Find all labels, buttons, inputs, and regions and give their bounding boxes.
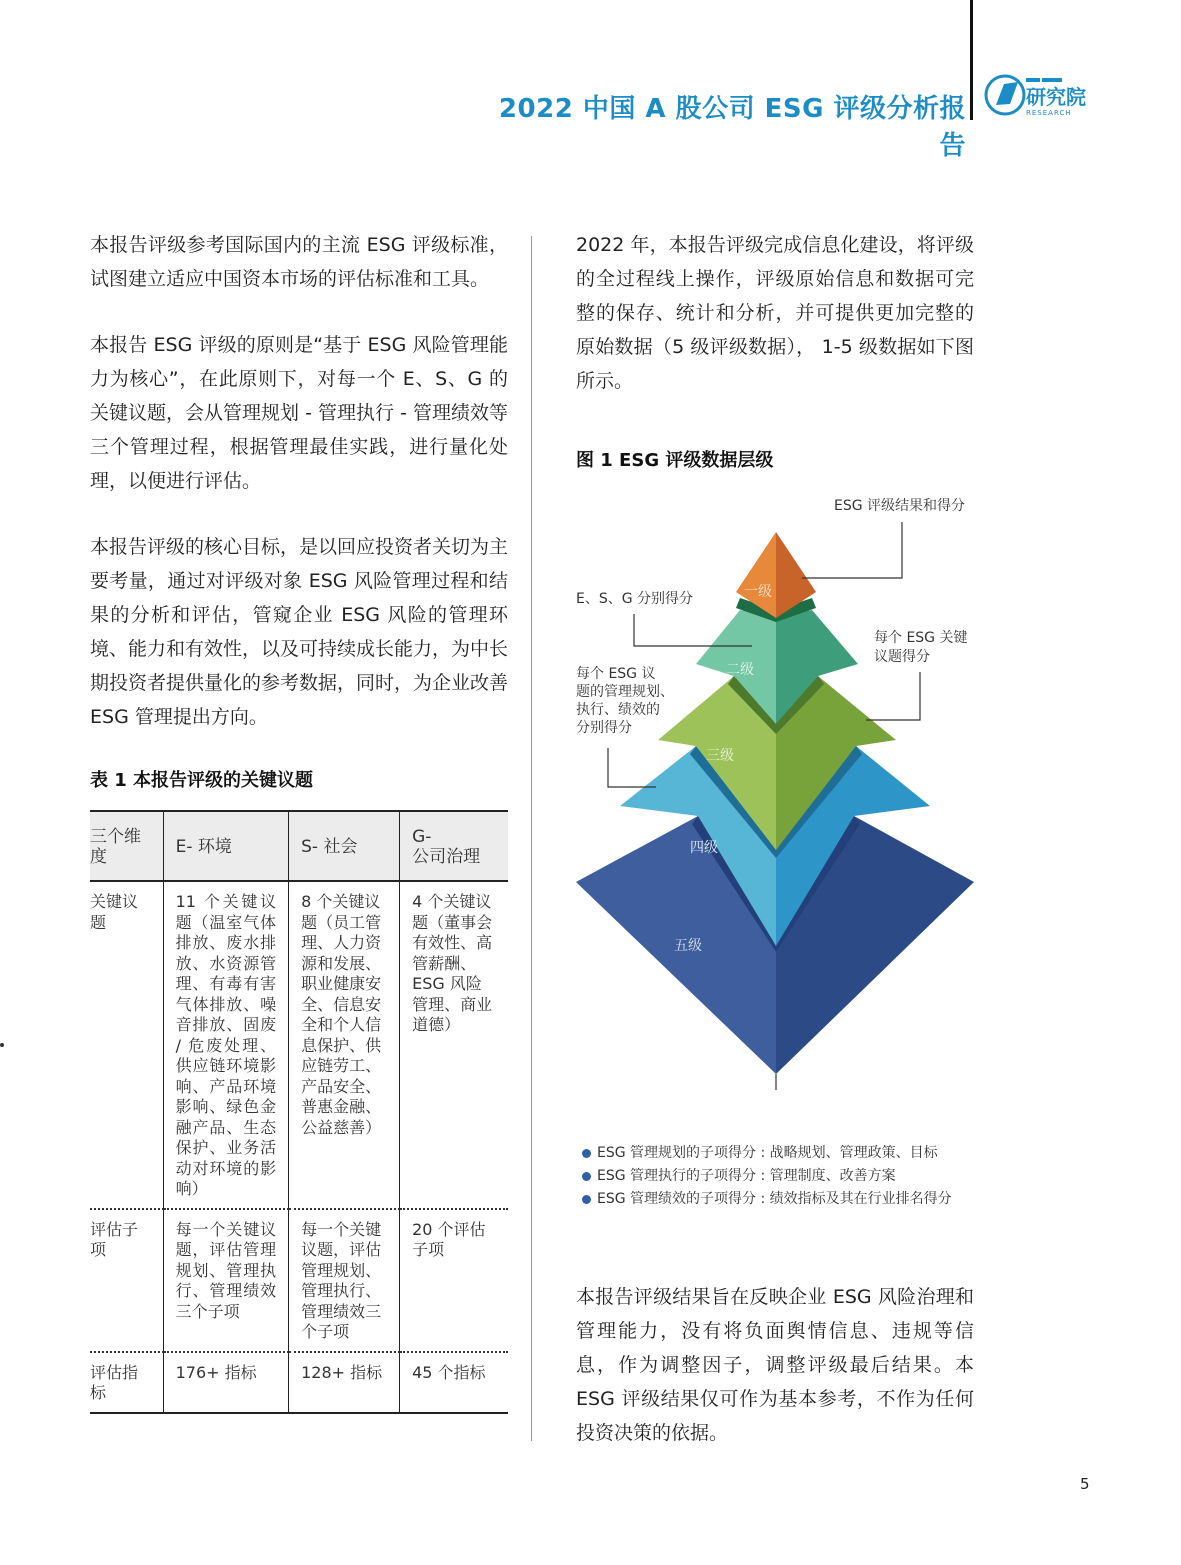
annotation-level-3-line-2: 议题得分	[874, 649, 930, 665]
table-cell: 45 个指标	[400, 1352, 508, 1413]
annotation-level-4-line-2: 题的管理规划、	[576, 684, 674, 700]
table-row	[90, 1209, 508, 1352]
bullet-dot-icon	[582, 1172, 591, 1181]
legend-text: ESG 管理规划的子项得分 : 战略规划、管理政策、目标	[597, 1145, 938, 1161]
annotation-level-4-line-3: 执行、绩效的	[576, 702, 660, 718]
table-cell: 每一个关键议题，评估管理规划、管理执行、管理绩效三个子项	[289, 1209, 400, 1352]
paragraph-3: 本报告评级的核心目标，是以回应投资者关切为主要考量，通过对评级对象 ESG 风险管理过程和结果的分析和评估，管窥企业 ESG 风险的管理环境、能力和有效性，以及可持续成长能力，为中长期投资者提供量化的参考数据，同时，为企业改善 ESG 管理提出方向。	[90, 536, 509, 728]
paragraph-2: 本报告 ESG 评级的原则是“基于 ESG 风险管理能力为核心”，在此原则下，对每一个 E、S、G 的关键议题，会从管理规划 - 管理执行 - 管理绩效等三个管理过程，根据管理最佳实践，进行量化处理，以便进行评估。	[90, 334, 508, 492]
level-5-label: 五级	[674, 938, 702, 954]
table-cell: 20 个评估子项	[400, 1209, 508, 1352]
level-3-label: 三级	[706, 748, 734, 764]
annotation-level-2: E、S、G 分别得分	[576, 591, 694, 607]
figure-legend	[582, 1144, 982, 1213]
table-cell: 128+ 指标	[289, 1352, 400, 1413]
leader-line-level-1	[802, 522, 902, 578]
edge-mark	[0, 1043, 4, 1047]
legend-item	[582, 1167, 982, 1185]
legend-item	[582, 1144, 982, 1162]
table-row	[90, 1352, 508, 1413]
table-caption: 表 1 本报告评级的关键议题	[90, 770, 314, 791]
legend-item	[582, 1190, 982, 1208]
right-column-intro	[576, 228, 974, 430]
research-logo	[984, 72, 1096, 118]
annotation-level-1: ESG 评级结果和得分	[834, 498, 966, 514]
bullet-dot-icon	[582, 1195, 591, 1204]
table-header-cell: 三个维度	[90, 811, 163, 881]
annotation-level-4-line-4: 分别得分	[576, 720, 632, 736]
figure-caption: 图 1 ESG 评级数据层级	[576, 450, 774, 471]
table-cell: 176+ 指标	[163, 1352, 289, 1413]
legend-text: ESG 管理执行的子项得分 : 管理制度、改善方案	[597, 1168, 896, 1184]
left-column	[90, 228, 508, 1414]
paragraph-1: 本报告评级参考国际国内的主流 ESG 评级标准，试图建立适应中国资本市场的评估标准和工具。	[90, 234, 508, 290]
table-cell: 评估指标	[90, 1352, 163, 1413]
legend-text: ESG 管理绩效的子项得分 : 绩效指标及其在行业排名得分	[597, 1191, 952, 1207]
level-1-label: 一级	[744, 584, 772, 600]
leader-line-level-3	[866, 672, 920, 720]
column-divider	[531, 236, 532, 1441]
table-header-cell: G- 公司治理	[400, 811, 508, 881]
table-cell: 关键议题	[90, 881, 163, 1209]
table-header-cell: E- 环境	[163, 811, 289, 881]
level-4-label: 四级	[690, 840, 718, 856]
table-row	[90, 881, 508, 1209]
table-cell: 每一个关键议题，评估管理规划、管理执行、管理绩效三个子项	[163, 1209, 289, 1352]
page-number: 5	[1080, 1475, 1090, 1493]
table-header-cell: S- 社会	[289, 811, 400, 881]
intro-paragraph: 2022 年，本报告评级完成信息化建设，将评级的全过程线上操作，评级原始信息和数据可完整的保存、统计和分析，并可提供更加完整的原始数据（5 级评级数据）， 1-5 级数据如下图所示。	[576, 234, 974, 392]
table-header-row	[90, 811, 508, 881]
header-divider	[970, 0, 973, 120]
key-issues-table	[90, 810, 508, 1414]
leader-line-level-4	[608, 748, 656, 787]
esg-pyramid-figure	[570, 490, 980, 1090]
annotation-level-3-line-1: 每个 ESG 关键	[874, 630, 968, 646]
closing-paragraph: 本报告评级结果旨在反映企业 ESG 风险治理和管理能力，没有将负面舆情信息、违规等信息，作为调整因子，调整评级最后结果。本 ESG 评级结果仅可作为基本参考，不作为任何投资决策的依据。	[576, 1286, 974, 1444]
logo-text-cn: 研究院	[1026, 85, 1086, 109]
annotation-level-4-line-1: 每个 ESG 议	[576, 666, 656, 682]
table-cell: 4 个关键议题（董事会有效性、高管薪酬、ESG 风险管理、商业道德）	[400, 881, 508, 1209]
table-cell: 评估子项	[90, 1209, 163, 1352]
bullet-dot-icon	[582, 1149, 591, 1158]
table-cell: 8 个关键议题（员工管理、人力资源和发展、职业健康安全、信息安全和个人信息保护、供应链劳工、产品安全、普惠金融、公益慈善）	[289, 881, 400, 1209]
logo-text-en: RESEARCH	[1026, 109, 1072, 117]
level-2-label: 二级	[726, 662, 754, 678]
table-cell: 11 个关键议题（温室气体排放、废水排放、水资源管理、有毒有害气体排放、噪音排放、固废 / 危废处理、供应链环境影响、产品环境影响、绿色金融产品、生态保护、业务活动对环境的影响）	[163, 881, 289, 1209]
report-title: 2022 中国 A 股公司 ESG 评级分析报告	[498, 94, 966, 161]
